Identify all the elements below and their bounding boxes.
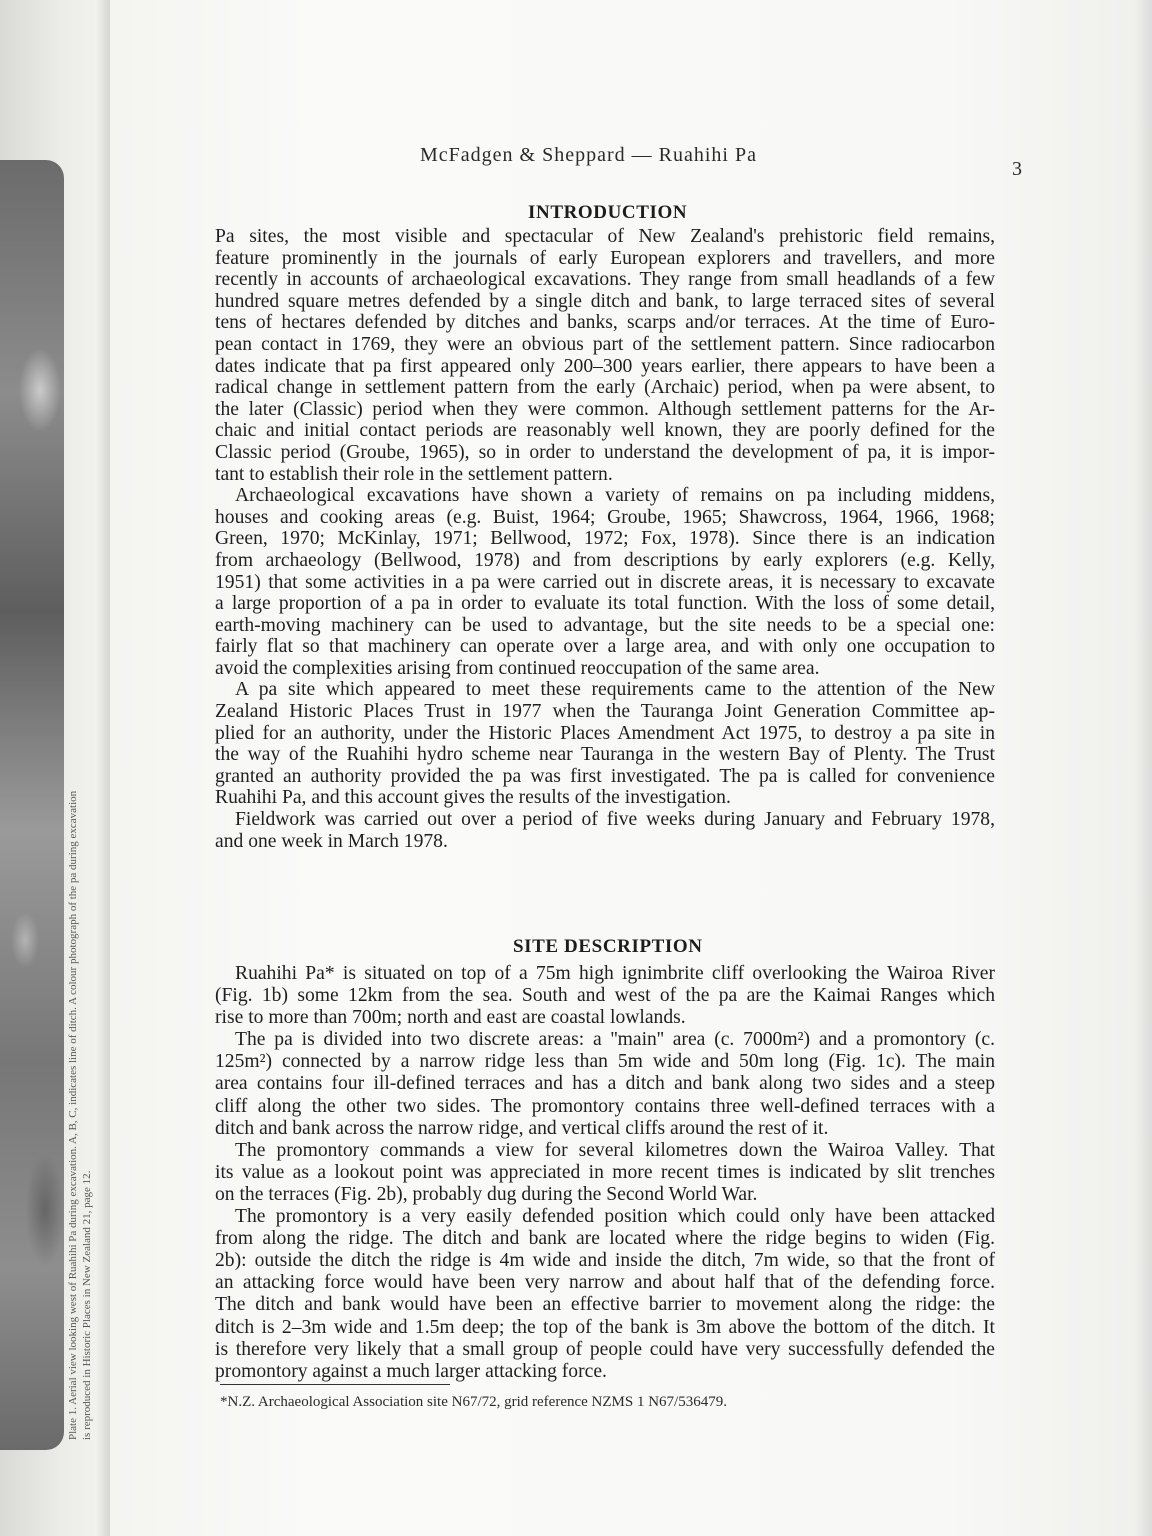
text-line: is therefore very likely that a small group of people could have very successfully defended the xyxy=(215,1338,995,1360)
text-line: chaic and initial contact periods are reasonably well known, they are poorly defined for the xyxy=(215,420,995,442)
text-line: Pa sites, the most visible and spectacular of New Zealand's prehistoric field remains, xyxy=(215,226,995,247)
text-line: ditch is 2–3m wide and 1.5m deep; the top of the bank is 3m above the bottom of the ditch. It xyxy=(215,1316,995,1338)
text-line: a large proportion of a pa in order to evaluate its total function. With the loss of some detail, xyxy=(215,593,995,615)
text-line: rise to more than 700m; north and east are coastal lowlands. xyxy=(215,1007,686,1029)
text-line: The promontory is a very easily defended position which could only have been attacked xyxy=(235,1206,995,1228)
introduction-heading: INTRODUCTION xyxy=(528,202,688,223)
text-line: area contains four ill-defined terraces and has a ditch and bank along two sides and a steep xyxy=(215,1073,995,1095)
text-line: from along the ridge. The ditch and bank are located where the ridge begins to widen (Fig. xyxy=(215,1228,995,1250)
text-line: granted an authority provided the pa was first investigated. The pa is called for convenience xyxy=(215,765,995,787)
text-line: on the terraces (Fig. 2b), probably dug during the Second World War. xyxy=(215,1183,758,1205)
text-line: Ruahihi Pa* is situated on top of a 75m high ignimbrite cliff overlooking the Wairoa River xyxy=(235,963,995,984)
text-line: hundred square metres defended by a single ditch and bank, to large terraced sites of several xyxy=(215,290,995,312)
text-line: cliff along the other two sides. The promontory contains three well-defined terraces with a xyxy=(215,1095,995,1117)
text-line: Green, 1970; McKinlay, 1971; Bellwood, 1972; Fox, 1978). Since there is an indication xyxy=(215,528,995,550)
text-line: promontory against a much larger attacking force. xyxy=(215,1360,607,1382)
site-description-heading: SITE DESCRIPTION xyxy=(513,936,703,957)
text-line: Archaeological excavations have shown a variety of remains on pa including middens, xyxy=(235,485,995,507)
text-line: fairly flat so that machinery can operate over a large area, and with only one occupation to xyxy=(215,636,995,658)
text-line: radical change in settlement pattern from the early (Archaic) period, when pa were absent, to xyxy=(215,377,995,399)
plate-caption-line: is reproduced in Historic Places in New Zealand 21, page 12. xyxy=(81,1170,93,1440)
text-line: 1951) that some activities in a pa were carried out in discrete areas, it is necessary to excavate xyxy=(215,571,995,593)
text-line: The promontory commands a view for several kilometres down the Wairoa Valley. That xyxy=(235,1139,995,1161)
text-line: tens of hectares defended by ditches and banks, scarps and/or terraces. At the time of Euro- xyxy=(215,312,995,334)
text-line: plied for an authority, under the Historic Places Amendment Act 1975, to destroy a pa site in xyxy=(215,722,995,744)
text-line: the way of the Ruahihi hydro scheme near Tauranga in the western Bay of Plenty. The Trust xyxy=(215,744,995,766)
text-line: The pa is divided into two discrete areas: a ''main'' area (c. 7000m²) and a promontory (c. xyxy=(235,1029,995,1051)
site-description-body xyxy=(215,963,995,1383)
text-line: its value as a lookout point was appreciated in more recent times is indicated by slit trenches xyxy=(215,1161,995,1183)
text-line: earth-moving machinery can be used to advantage, but the site needs to be a special one: xyxy=(215,614,995,636)
text-line: feature prominently in the journals of early European explorers and travellers, and more xyxy=(215,247,995,269)
plate-caption xyxy=(66,140,94,1440)
text-line: Zealand Historic Places Trust in 1977 when the Tauranga Joint Generation Committee ap- xyxy=(215,701,995,723)
text-line: an attacking force would have been very narrow and about half that of the defending force. xyxy=(215,1272,995,1294)
text-line: (Fig. 1b) some 12km from the sea. South and west of the pa are the Kaimai Ranges which xyxy=(215,985,995,1007)
text-line: 2b): outside the ditch the ridge is 4m wide and inside the ditch, 7m wide, so that the front of xyxy=(215,1250,995,1272)
text-line: Classic period (Groube, 1965), so in order to understand the development of pa, it is impor- xyxy=(215,441,995,463)
text-line: avoid the complexities arising from continued reoccupation of the same area. xyxy=(215,657,820,679)
footnote: *N.Z. Archaeological Association site N67/72, grid reference NZMS 1 N67/536479. xyxy=(220,1394,727,1410)
footnote-rule xyxy=(220,1384,450,1385)
text-line: Ruahihi Pa, and this account gives the results of the investigation. xyxy=(215,787,731,809)
text-line: pean contact in 1769, they were an obvious part of the settlement pattern. Since radiocarbon xyxy=(215,333,995,355)
text-line: tant to establish their role in the settlement pattern. xyxy=(215,463,613,485)
text-line: 125m²) connected by a narrow ridge less than 5m wide and 50m long (Fig. 1c). The main xyxy=(215,1051,995,1073)
text-line: houses and cooking areas (e.g. Buist, 1964; Groube, 1965; Shawcross, 1964, 1966, 1968; xyxy=(215,506,995,528)
page-number: 3 xyxy=(1012,158,1022,180)
text-line: A pa site which appeared to meet these requirements came to the attention of the New xyxy=(235,679,995,701)
running-head: McFadgen & Sheppard — Ruahihi Pa xyxy=(420,144,757,166)
text-line: recently in accounts of archaeological excavations. They range from small headlands of a few xyxy=(215,269,995,291)
page-edge-shadow xyxy=(1134,0,1152,1536)
aerial-photograph xyxy=(0,160,64,1450)
text-line: and one week in March 1978. xyxy=(215,830,448,852)
text-line: the later (Classic) period when they were common. Although settlement patterns for the Ar- xyxy=(215,398,995,420)
text-line: Fieldwork was carried out over a period of five weeks during January and February 1978, xyxy=(235,809,995,831)
text-line: from archaeology (Bellwood, 1978) and from descriptions by early explorers (e.g. Kelly, xyxy=(215,549,995,571)
text-line: dates indicate that pa first appeared only 200–300 years earlier, there appears to have been a xyxy=(215,355,995,377)
text-line: ditch and bank across the narrow ridge, and vertical cliffs around the rest of it. xyxy=(215,1117,829,1139)
plate-caption-line: Plate 1. Aerial view looking west of Ruahihi Pa during excavation. A, B, C, indicates line of ditch. A colour photograph of the pa during excavation xyxy=(67,790,79,1440)
introduction-body xyxy=(215,226,995,852)
text-line: The ditch and bank would have been an effective barrier to movement along the ridge: the xyxy=(215,1294,995,1316)
